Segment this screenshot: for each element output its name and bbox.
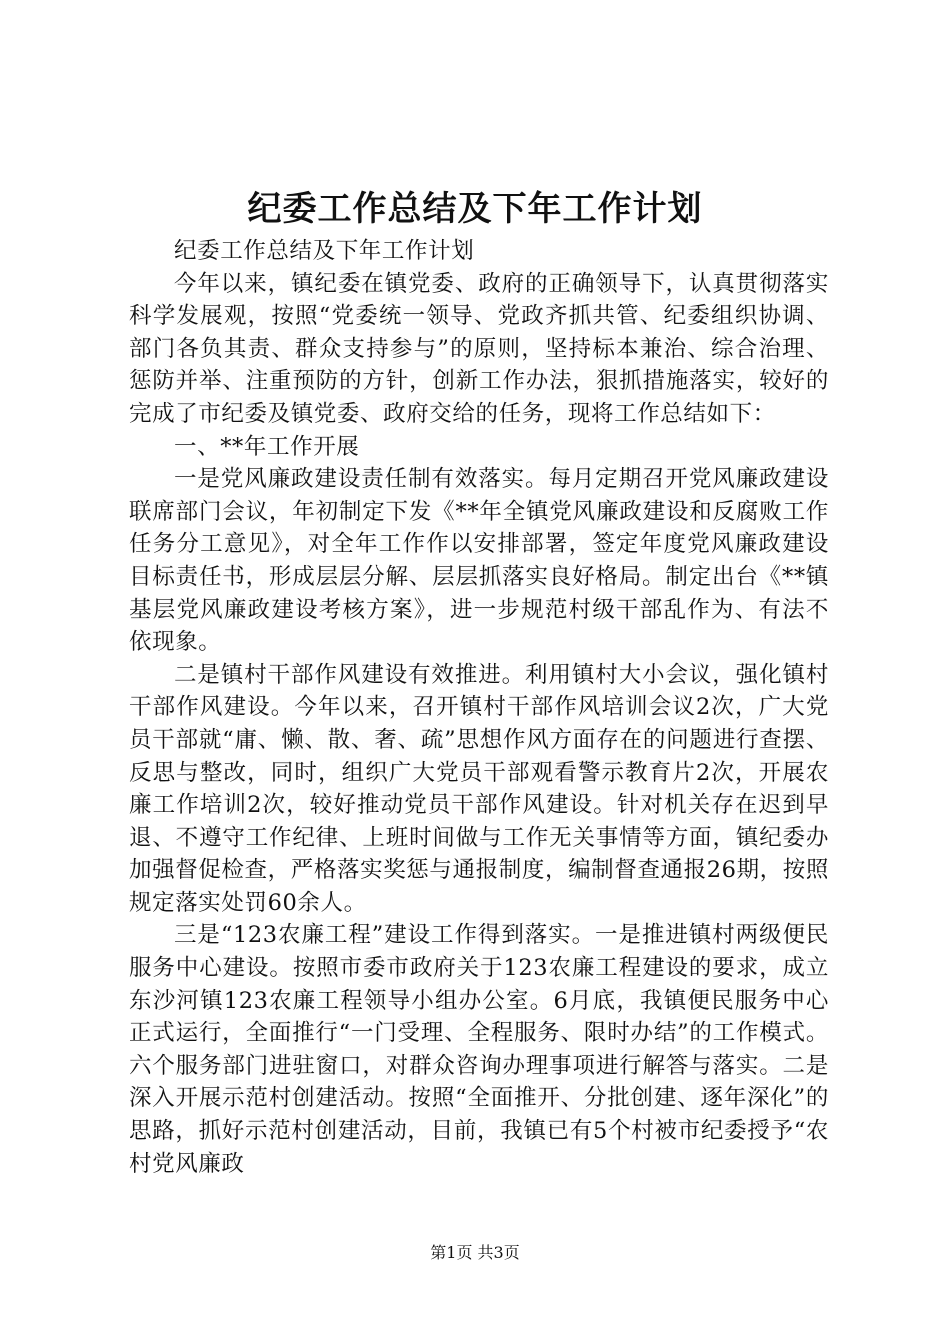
paragraph-item-2: 二是镇村干部作风建设有效推进。利用镇村大小会议，强化镇村干部作风建设。今年以来，召开镇村干部作风培训会议2次，广大党员干部就“庸、懒、散、奢、疏”思想作风方面存在的问题进行查摆、反思与整改，同时，组织广大党员干部观看警示教育片2次，开展农廉工作培训2次，较好推动党员干部作风建设。针对机关存在迟到早退、不遵守工作纪律、上班时间做与工作无关事情等方面，镇纪委办加强督促检查，严格落实奖惩与通报制度，编制督查通报26期，按照规定落实处罚60余人。 [129, 661, 829, 916]
section-heading: 一、**年工作开展 [174, 433, 360, 460]
paragraph-intro: 今年以来，镇纪委在镇党委、政府的正确领导下，认真贯彻落实科学发展观，按照“党委统一领导、党政齐抓共管、纪委组织协调、部门各负其责、群众支持参与”的原则，坚持标本兼治、综合治理、惩防并举、注重预防的方针，创新工作办法，狠抓措施落实，较好的完成了市纪委及镇党委、政府交给的任务，现将工作总结如下： [129, 270, 829, 427]
paragraph-item-1: 一是党风廉政建设责任制有效落实。每月定期召开党风廉政建设联席部门会议，年初制定下发《**年全镇党风廉政建设和反腐败工作任务分工意见》，对全年工作作以安排部署，签定年度党风廉政建设目标责任书，形成层层分解、层层抓落实良好格局。制定出台《**镇基层党风廉政建设考核方案》，进一步规范村级干部乱作为、有法不依现象。 [129, 466, 829, 656]
paragraph-subtitle: 纪委工作总结及下年工作计划 [174, 238, 475, 264]
document-title: 纪委工作总结及下年工作计划 [247, 189, 703, 229]
paragraph-item-3: 三是“123农廉工程”建设工作得到落实。一是推进镇村两级便民服务中心建设。按照市委市政府关于123农廉工程建设的要求，成立东沙河镇123农廉工程领导小组办公室。6月底，我镇便民服务中心正式运行，全面推行“一门受理、全程服务、限时办结”的工作模式。六个服务部门进驻窗口，对群众咨询办理事项进行解答与落实。二是深入开展示范村创建活动。按照“全面推开、分批创建、逐年深化”的思路，抓好示范村创建活动，目前，我镇已有5个村被市纪委授予“农村党风廉政 [129, 922, 829, 1177]
page-footer: 第1页 共3页 [430, 1243, 520, 1262]
document-body [129, 235, 829, 1180]
